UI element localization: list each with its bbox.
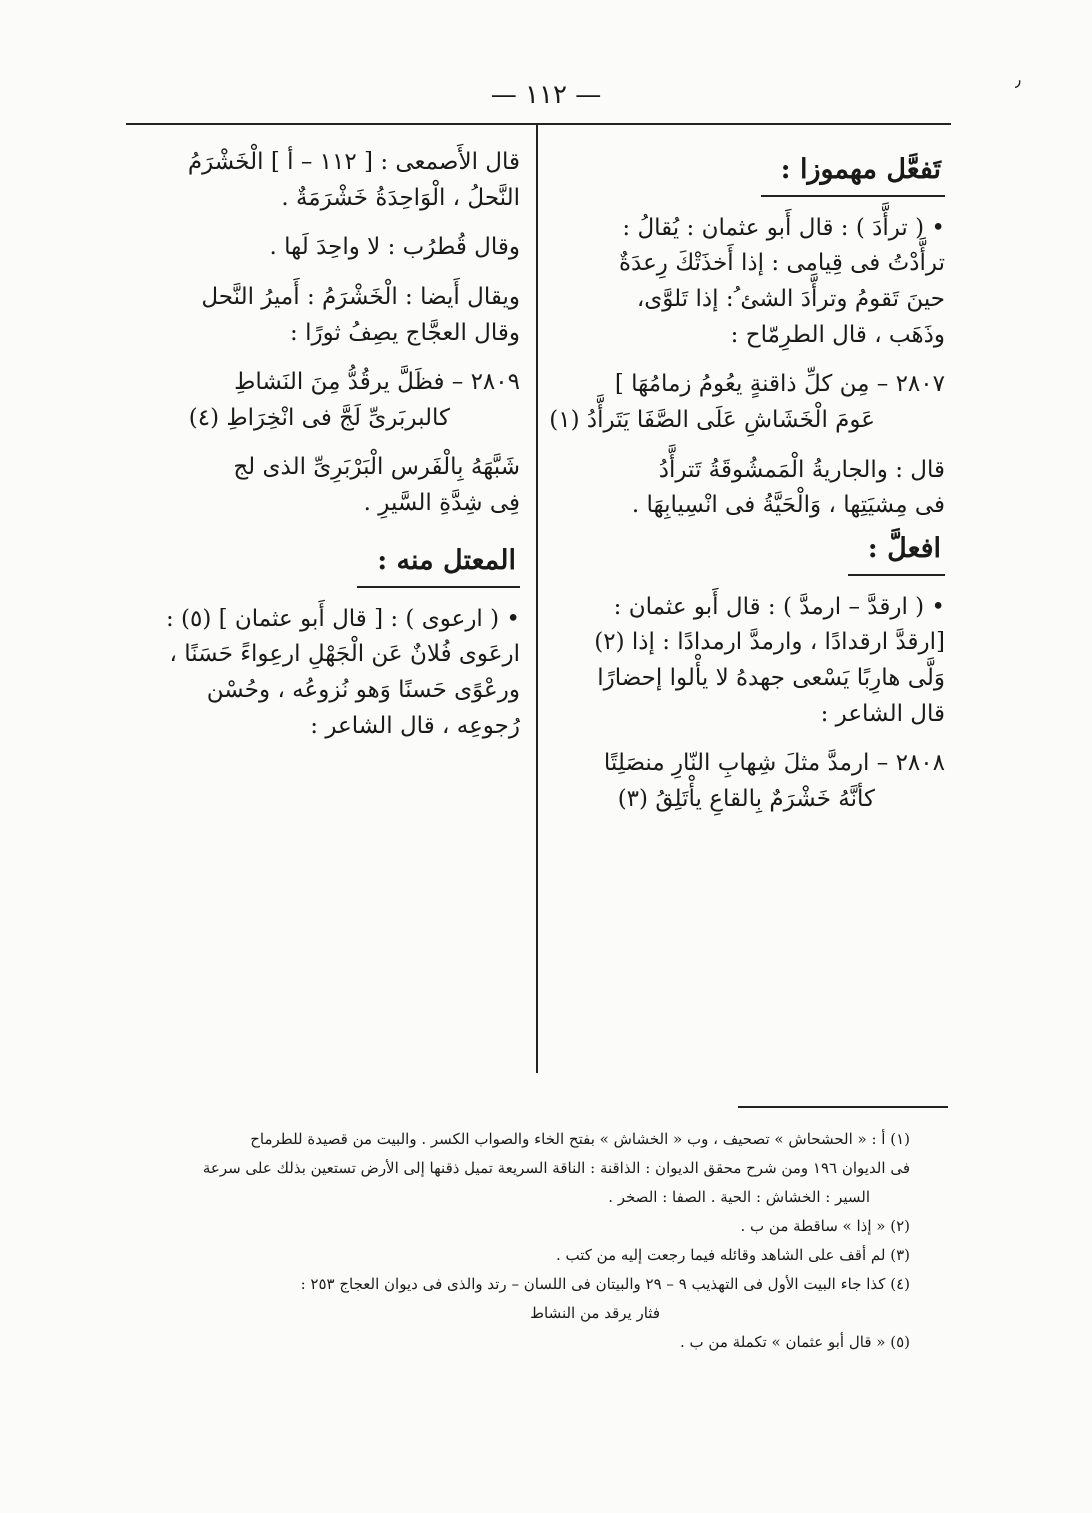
footnote: (١) أ : « الحشحاش » تصحيف ، وب « الخشاش » بفتح الخاء والصواب الكسر . والبيت من قصيدة للطرماح: [250, 1130, 910, 1148]
verse-line: عَومَ الْخَشَاشِ عَلَى الصَّفَا يَتَرأَّدُ (١): [549, 407, 875, 434]
text-line: • ( ارقدَّ – ارمدَّ ) : قال أَبو عثمان :: [613, 593, 945, 620]
footnote: السير : الخشاش : الحية . الصفا : الصخر .: [608, 1188, 870, 1206]
page-number: — ١١٢ —: [490, 80, 602, 110]
verse-line: كأنَّهُ خَشْرَمٌ بِالقاعِ يأْتَلِقُ (٣): [617, 786, 875, 813]
verse-2809: [130, 365, 520, 436]
text-line: قال الشاعر :: [820, 700, 945, 727]
verse-line: ٢٨٠٧ – مِن كلِّ ذاقنةٍ يعُومُ زمامُهَا ]: [614, 371, 945, 398]
section-heading: المعتل منه :: [357, 540, 520, 588]
text-line: فِى شِدَّةِ السَّيرِ .: [363, 490, 520, 517]
section-heading: تَفعَّل مهموزا :: [761, 149, 945, 197]
text-line: وَلَّى هارِبًا يَسْعى جهدهُ لا يأْلوا إحضارًا: [597, 665, 945, 692]
column-divider: [536, 123, 538, 1073]
footnote: (٣) لم أقف على الشاهد وقائله فيما رجعت إليه من كتب .: [555, 1246, 910, 1264]
text-line: ترأَّدْتُ فى قِيامى : إذا أَخذَتْكَ رِعدَةٌ: [618, 250, 945, 277]
section-heading: افعلَّ :: [848, 528, 945, 576]
text-line: رُجوعِه ، قال الشاعر :: [310, 712, 520, 739]
footnote: فثار يرقد من النشاط: [530, 1304, 660, 1322]
text-line: وقال العجَّاج يصِفُ ثورًا :: [290, 319, 520, 346]
text-line: وقال قُطرُب : لا واحِدَ لَها .: [269, 234, 520, 261]
text-line: حينَ تَقومُ وترأَّدَ الشئ ُ: إذا تَلوَّى،: [636, 286, 945, 313]
verse-line: كالبربَرىِّ لَجَّ فى انْخِرَاطِ (٤): [188, 404, 450, 431]
verse-2807: [550, 367, 945, 438]
text-line: وذَهَب ، قال الطرِمّاح :: [730, 321, 945, 348]
text-line: شَبَّهَهُ بِالْفَرس الْبَرْبَرِىِّ الذى لج: [233, 454, 520, 481]
text-line: ورعْوًى حَسنًا وَهو نُزوعُه ، وحُسْن: [206, 676, 520, 703]
text-line: قال : والجاريةُ الْمَمشُوقَةُ تَترأَّدُ: [658, 456, 945, 483]
text-line: النَّحلُ ، الْوَاحِدَةُ خَشْرَمَةٌ .: [281, 184, 520, 211]
text-line: ويقال أَيضا : الْخَشْرَمُ : أَميرُ النَّحل: [201, 283, 520, 310]
footnote: (٤) كذا جاء البيت الأول فى التهذيب ٩ – ٢٩ والبيتان فى اللسان – رتد والذى فى ديوان العجاج ٢٥٣ :: [300, 1275, 910, 1293]
corner-mark: ٫: [1015, 70, 1021, 91]
footnote: (٥) « قال أبو عثمان » تكملة من ب .: [680, 1333, 910, 1351]
text-line: فى مِشيَتِها ، وَالْحَيَّةُ فى انْسِيابِهَا .: [631, 492, 945, 519]
footnote-rule: [738, 1106, 948, 1108]
footnotes: [120, 1125, 910, 1357]
verse-line: ٢٨٠٩ – فظَلَّ يرقُدُّ مِنَ النَشاطِ: [234, 369, 520, 396]
verse-line: ٢٨٠٨ – ارمدَّ مثلَ شِهابِ النّارِ منصَلِتًا: [603, 750, 945, 777]
text-line: قال الأَصمعى : [ ١١٢ – أ ] الْخَشْرَمُ: [187, 149, 520, 175]
text-line: • ( ارعوى ) : [ قال أَبو عثمان ] (٥) :: [165, 605, 520, 632]
text-line: [ارقدَّ ارقدادًا ، وارمدَّ ارمدادًا : إذا (٢): [594, 629, 945, 656]
text-line: • ( ترأَّدَ ) : قال أَبو عثمان : يُقالُ :: [622, 214, 945, 241]
header-rule: [126, 123, 951, 125]
left-column: [130, 145, 520, 744]
footnote: (٢) « إذا » ساقطة من ب .: [740, 1217, 910, 1235]
verse-2808: [550, 746, 945, 817]
text-line: ارعَوى فُلانٌ عَن الْجَهْلِ ارعِواءً حَسَنًا ،: [169, 641, 520, 668]
right-column: [550, 145, 945, 818]
footnote: فى الديوان ١٩٦ ومن شرح محقق الديوان : الذاقنة : الناقة السريعة تميل ذقنها إلى الأرض تستعين بذلك على سرعة: [202, 1159, 910, 1177]
